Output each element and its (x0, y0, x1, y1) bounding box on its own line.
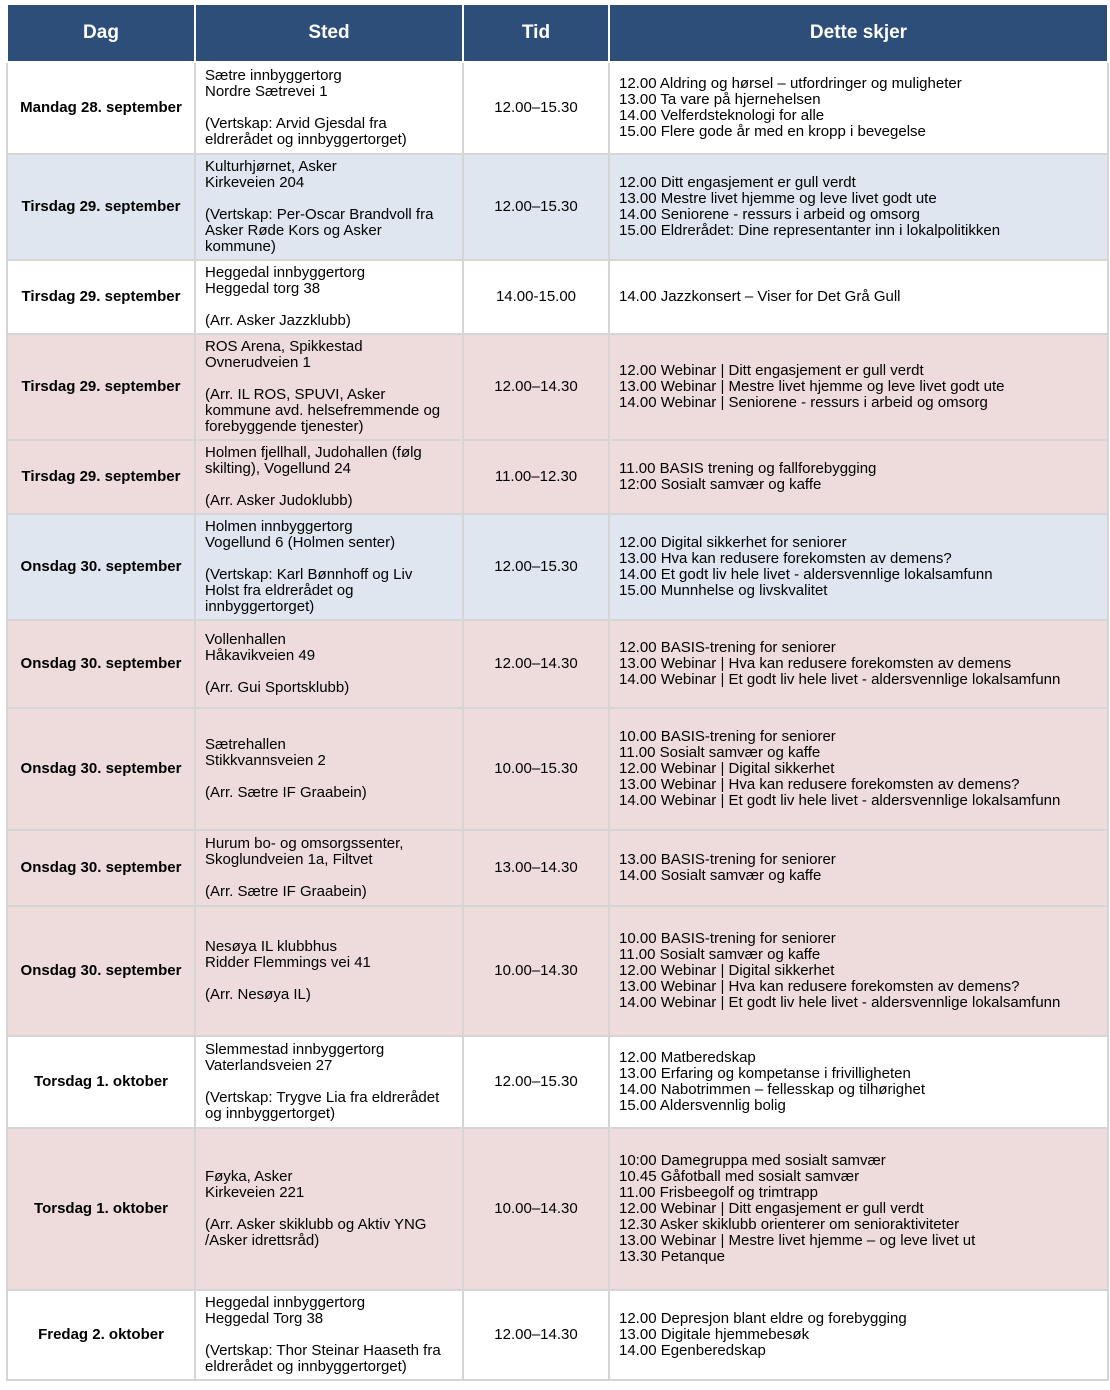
program-line: 12.00 Webinar | Digital sikkerhet (619, 760, 835, 777)
sted-line: Kirkeveien 221 (205, 1184, 305, 1201)
cell-program (609, 514, 1108, 620)
program-line: 13.00 Webinar | Mestre livet hjemme – og leve livet ut (619, 1232, 976, 1249)
sted-line: innbyggertorget) (205, 598, 315, 615)
sted-line: skilting), Vogellund 24 (205, 460, 351, 477)
program-line: 14.00 Webinar | Et godt liv hele livet - aldersvennlige lokalsamfunn (619, 792, 1061, 809)
sted-line: (Arr. Gui Sportsklubb) (205, 679, 350, 696)
program-line: 12.00 Matberedskap (619, 1049, 756, 1066)
cell-sted (195, 260, 463, 334)
cell-tid: 12.00–15.30 (463, 514, 609, 620)
table-row (7, 260, 1108, 334)
program-line: 14.00 Velferdsteknologi for alle (619, 107, 825, 124)
program-line: 13.00 Webinar | Mestre livet hjemme og leve livet godt ute (619, 378, 1005, 395)
table-row (7, 620, 1108, 708)
cell-tid: 12.00–14.30 (463, 620, 609, 708)
sted-line: (Vertskap: Karl Bønnhoff og Liv (205, 566, 413, 583)
table-row (7, 708, 1108, 830)
sted-line: (Vertskap: Thor Steinar Haaseth fra (205, 1342, 441, 1359)
table-row (7, 154, 1108, 260)
program-line: 12.00 Webinar | Ditt engasjement er gull verdt (619, 1200, 924, 1217)
sted-gap (205, 297, 458, 313)
sted-line: Holst fra eldrerådet og (205, 582, 354, 599)
program-line: 10.45 Gåfotball med sosialt samvær (619, 1168, 860, 1185)
sted-line: (Arr. Sætre IF Graabein) (205, 784, 367, 801)
program-line: 13.00 Mestre livet hjemme og leve livet godt ute (619, 190, 937, 207)
sted-line: ROS Arena, Spikkestad (205, 338, 363, 355)
program-line: 11.00 Frisbeegolf og trimtrapp (619, 1184, 818, 1201)
sted-gap (205, 191, 458, 207)
program-line: 12.00 Webinar | Digital sikkerhet (619, 962, 835, 979)
table-row (7, 440, 1108, 514)
program-line: 13.00 Hva kan redusere forekomsten av demens? (619, 550, 952, 567)
sted-line: /Asker idrettsråd) (205, 1232, 320, 1249)
sted-line: Kirkeveien 204 (205, 174, 305, 191)
program-line: 11.00 Sosialt samvær og kaffe (619, 744, 821, 761)
program-line: 12:00 Sosialt samvær og kaffe (619, 476, 822, 493)
cell-dag: Tirsdag 29. september (7, 440, 195, 514)
sted-line: Hurum bo- og omsorgssenter, (205, 835, 404, 852)
program-line: 15.00 Munnhelse og livskvalitet (619, 582, 828, 599)
program-line: 13.00 Erfaring og kompetanse i frivilligheten (619, 1065, 911, 1082)
cell-tid: 12.00–14.30 (463, 1290, 609, 1380)
cell-tid: 10.00–15.30 (463, 708, 609, 830)
table-row (7, 514, 1108, 620)
program-line: 12.00 Aldring og hørsel – utfordringer og muligheter (619, 75, 962, 92)
sted-line: (Arr. Asker skiklubb og Aktiv YNG (205, 1216, 427, 1233)
program-line: 15.00 Flere gode år med en kropp i bevegelse (619, 123, 926, 140)
cell-sted (195, 1290, 463, 1380)
header-program: Dette skjer (609, 4, 1108, 62)
sted-line: (Arr. IL ROS, SPUVI, Asker (205, 386, 386, 403)
sted-line: og innbyggertorget) (205, 1105, 336, 1122)
cell-dag: Onsdag 30. september (7, 830, 195, 906)
program-line: 10:00 Damegruppa med sosialt samvær (619, 1152, 886, 1169)
cell-dag: Mandag 28. september (7, 62, 195, 154)
sted-line: Nordre Sætrevei 1 (205, 83, 328, 100)
cell-tid: 13.00–14.30 (463, 830, 609, 906)
table-row (7, 1036, 1108, 1128)
cell-program (609, 906, 1108, 1036)
program-line: 15.00 Aldersvennlig bolig (619, 1097, 786, 1114)
table-row (7, 906, 1108, 1036)
program-line: 10.00 BASIS-trening for seniorer (619, 728, 836, 745)
sted-line: Føyka, Asker (205, 1168, 293, 1185)
sted-line: (Arr. Asker Jazzklubb) (205, 312, 351, 329)
table-row (7, 62, 1108, 154)
sted-gap (205, 1074, 458, 1090)
program-line: 13.00 Digitale hjemmebesøk (619, 1326, 810, 1343)
sted-line: kommune avd. helsefremmende og (205, 402, 441, 419)
program-line: 12.00 Depresjon blant eldre og forebygging (619, 1310, 907, 1327)
sted-line: Ovnerudveien 1 (205, 354, 311, 371)
cell-program (609, 62, 1108, 154)
cell-dag: Onsdag 30. september (7, 514, 195, 620)
cell-program (609, 620, 1108, 708)
sted-line: (Vertskap: Arvid Gjesdal fra (205, 115, 387, 132)
cell-tid: 12.00–15.30 (463, 154, 609, 260)
cell-sted (195, 620, 463, 708)
sted-line: Slemmestad innbyggertorg (205, 1041, 385, 1058)
sted-gap (205, 971, 458, 987)
program-line: 13.00 BASIS-trening for seniorer (619, 851, 836, 868)
sted-line: Heggedal torg 38 (205, 280, 321, 297)
cell-program (609, 1290, 1108, 1380)
sted-line: Holmen innbyggertorg (205, 518, 353, 535)
program-line: 12.00 Webinar | Ditt engasjement er gull verdt (619, 362, 924, 379)
sted-gap (205, 551, 458, 567)
sted-line: Heggedal Torg 38 (205, 1310, 324, 1327)
cell-sted (195, 830, 463, 906)
cell-tid: 14.00-15.00 (463, 260, 609, 334)
program-line: 15.00 Eldrerådet: Dine representanter inn i lokalpolitikken (619, 222, 1001, 239)
table-body (7, 62, 1108, 1380)
cell-dag: Onsdag 30. september (7, 906, 195, 1036)
cell-dag: Tirsdag 29. september (7, 154, 195, 260)
cell-sted (195, 154, 463, 260)
sted-gap (205, 1327, 458, 1343)
sted-line: eldrerådet og innbyggertorget) (205, 1358, 407, 1375)
table-row (7, 334, 1108, 440)
cell-tid: 12.00–15.30 (463, 62, 609, 154)
table-header-row (7, 4, 1108, 62)
sted-gap (205, 477, 458, 493)
program-line: 12.00 Ditt engasjement er gull verdt (619, 174, 856, 191)
header-tid: Tid (463, 4, 609, 62)
cell-program (609, 260, 1108, 334)
program-line: 13.00 Webinar | Hva kan redusere forekomsten av demens? (619, 978, 1020, 995)
sted-line: Kulturhjørnet, Asker (205, 158, 337, 175)
program-line: 12.30 Asker skiklubb orienterer om senioraktiviteter (619, 1216, 960, 1233)
sted-gap (205, 100, 458, 116)
cell-dag: Onsdag 30. september (7, 708, 195, 830)
sted-line: Stikkvannsveien 2 (205, 752, 326, 769)
program-line: 14.00 Jazzkonsert – Viser for Det Grå Gull (619, 288, 901, 305)
table-row (7, 1290, 1108, 1380)
cell-program (609, 1036, 1108, 1128)
program-line: 14.00 Sosialt samvær og kaffe (619, 867, 822, 884)
sted-line: (Vertskap: Trygve Lia fra eldrerådet (205, 1089, 440, 1106)
program-line: 12.00 Digital sikkerhet for seniorer (619, 534, 847, 551)
sted-line: Vollenhallen (205, 631, 286, 648)
cell-sted (195, 1036, 463, 1128)
cell-dag: Tirsdag 29. september (7, 334, 195, 440)
program-line: 14.00 Et godt liv hele livet - aldersvennlige lokalsamfunn (619, 566, 993, 583)
sted-line: Nesøya IL klubbhus (205, 938, 338, 955)
cell-tid: 11.00–12.30 (463, 440, 609, 514)
cell-program (609, 440, 1108, 514)
program-line: 14.00 Webinar | Et godt liv hele livet - aldersvennlige lokalsamfunn (619, 994, 1061, 1011)
program-line: 14.00 Webinar | Et godt liv hele livet - aldersvennlige lokalsamfunn (619, 671, 1061, 688)
program-line: 12.00 BASIS-trening for seniorer (619, 639, 836, 656)
cell-sted (195, 708, 463, 830)
sted-line: Ridder Flemmings vei 41 (205, 954, 371, 971)
header-sted: Sted (195, 4, 463, 62)
cell-dag: Onsdag 30. september (7, 620, 195, 708)
sted-line: Vaterlandsveien 27 (205, 1057, 333, 1074)
table-row (7, 830, 1108, 906)
cell-tid: 10.00–14.30 (463, 906, 609, 1036)
cell-program (609, 334, 1108, 440)
cell-sted (195, 514, 463, 620)
program-line: 14.00 Nabotrimmen – fellesskap og tilhørighet (619, 1081, 925, 1098)
sted-line: Vogellund 6 (Holmen senter) (205, 534, 396, 551)
sted-line: Skoglundveien 1a, Filtvet (205, 851, 373, 868)
cell-dag: Fredag 2. oktober (7, 1290, 195, 1380)
cell-tid: 10.00–14.30 (463, 1128, 609, 1290)
sted-line: eldrerådet og innbyggertorget) (205, 131, 407, 148)
cell-sted (195, 1128, 463, 1290)
program-line: 14.00 Seniorene - ressurs i arbeid og omsorg (619, 206, 920, 223)
sted-line: Håkavikveien 49 (205, 647, 316, 664)
table-row (7, 1128, 1108, 1290)
program-line: 10.00 BASIS-trening for seniorer (619, 930, 836, 947)
sted-line: (Arr. Sætre IF Graabein) (205, 883, 367, 900)
cell-sted (195, 334, 463, 440)
cell-program (609, 1128, 1108, 1290)
sted-line: Sætrehallen (205, 736, 286, 753)
program-line: 14.00 Webinar | Seniorene - ressurs i arbeid og omsorg (619, 394, 988, 411)
cell-sted (195, 62, 463, 154)
sted-line: Sætre innbyggertorg (205, 67, 342, 84)
sted-line: Holmen fjellhall, Judohallen (følg (205, 444, 422, 461)
program-line: 13.00 Ta vare på hjernehelsen (619, 91, 821, 108)
sted-line: Heggedal innbyggertorg (205, 1294, 366, 1311)
program-line: 11.00 BASIS trening og fallforebygging (619, 460, 877, 477)
cell-dag: Torsdag 1. oktober (7, 1128, 195, 1290)
sted-gap (205, 1201, 458, 1217)
cell-tid: 12.00–14.30 (463, 334, 609, 440)
sted-line: Asker Røde Kors og Asker (205, 222, 382, 239)
program-line: 13.30 Petanque (619, 1248, 725, 1265)
header-dag: Dag (7, 4, 195, 62)
cell-program (609, 830, 1108, 906)
schedule-table (6, 3, 1109, 1381)
sted-gap (205, 868, 458, 884)
sted-line: Heggedal innbyggertorg (205, 264, 366, 281)
cell-sted (195, 906, 463, 1036)
cell-dag: Tirsdag 29. september (7, 260, 195, 334)
sted-line: (Vertskap: Per-Oscar Brandvoll fra (205, 206, 434, 223)
sted-line: (Arr. Nesøya IL) (205, 986, 311, 1003)
program-line: 11.00 Sosialt samvær og kaffe (619, 946, 821, 963)
sted-gap (205, 664, 458, 680)
cell-dag: Torsdag 1. oktober (7, 1036, 195, 1128)
program-line: 13.00 Webinar | Hva kan redusere forekomsten av demens (619, 655, 1012, 672)
sted-gap (205, 769, 458, 785)
cell-sted (195, 440, 463, 514)
sted-gap (205, 371, 458, 387)
sted-line: (Arr. Asker Judoklubb) (205, 492, 353, 509)
cell-program (609, 154, 1108, 260)
sted-line: forebyggende tjenester) (205, 418, 364, 435)
cell-program (609, 708, 1108, 830)
sted-line: kommune) (205, 238, 276, 255)
program-line: 13.00 Webinar | Hva kan redusere forekomsten av demens? (619, 776, 1020, 793)
cell-tid: 12.00–15.30 (463, 1036, 609, 1128)
program-line: 14.00 Egenberedskap (619, 1342, 766, 1359)
